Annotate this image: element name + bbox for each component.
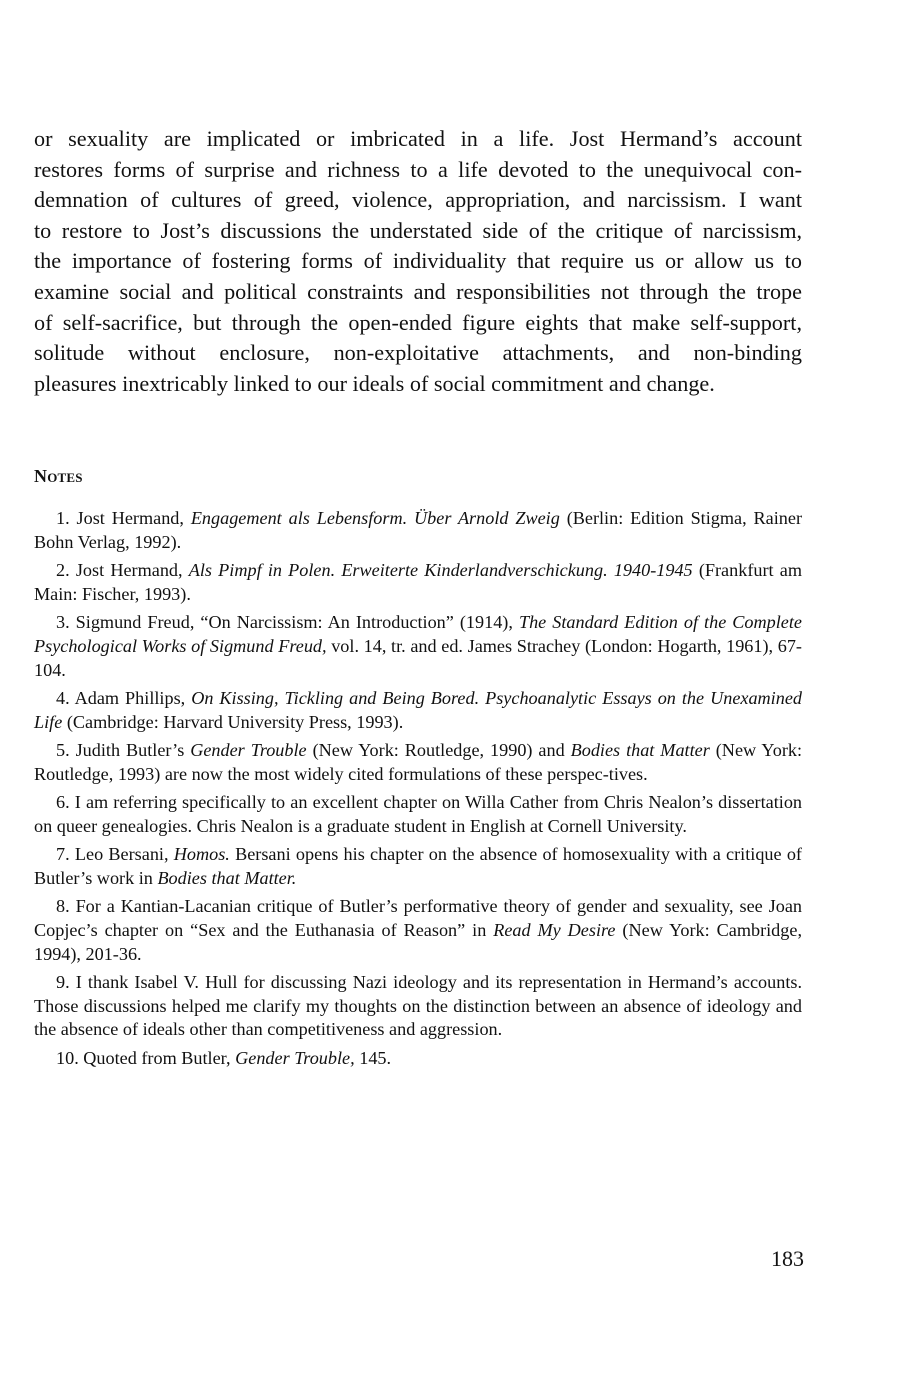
note-item [34,687,802,735]
note-text: Leo Bersani, [74,844,174,865]
note-text: (Berlin: Edition Stigma, Rainer Bohn Verlag, 1992). [34,508,803,553]
note-text: Jost Hermand, [75,560,189,581]
note-text: (Cambridge: Harvard University Press, 1993). [62,711,404,732]
body-line: demnation of cultures of greed, violence, appropriation, and narcissism. I want [34,187,802,213]
note-number: 8. [56,896,70,917]
body-line: solitude without enclosure, non-exploitative attachments, and non-binding [34,340,802,366]
note-title: The Standard Edition of the Complete Psychological Works of Sigmund Freud, [34,612,803,657]
note-text: (Frankfurt am Main: Fischer, 1993). [34,560,802,605]
note-number: 5. [56,740,70,761]
note-text: Adam Phillips, [74,688,192,709]
note-number: 6. [56,792,70,813]
note-number: 7. [56,844,70,865]
note-title: Engagement als Lebensform. Über Arnold Zweig [190,508,560,529]
body-line: examine social and political constraints and responsibilities not through the trope [34,278,802,304]
page-content [34,124,802,1075]
note-text: (New York: Routledge, 1990) and [306,740,571,761]
note-title: Bodies that Matter. [157,867,297,888]
note-number: 2. [56,560,70,581]
note-number: 3. [56,612,70,633]
note-item [34,971,802,1042]
note-item [34,559,802,607]
body-line: to restore to Jost’s discussions the understated side of the critique of narcissism, [34,217,802,243]
note-item [34,895,802,966]
body-line: or sexuality are implicated or imbricated in a life. Jost Hermand’s account [34,126,802,151]
body-line: the importance of fostering forms of individuality that require us or allow us to [34,248,802,274]
page-number: 183 [771,1246,804,1271]
note-number: 10. [56,1047,79,1068]
note-title: Bodies that Matter [570,740,710,761]
note-item [34,611,802,682]
note-text: Quoted from Butler, [83,1047,236,1068]
note-title: On Kissing, Tickling and Being Bored. Psychoanalytic Essays on the Unexamined Life [34,688,802,732]
body-line: pleasures inextricably linked to our ideals of social commitment and change. [34,370,715,396]
note-text: I thank Isabel V. Hull for discussing Nazi ideology and its representation in Hermand’s accounts. Those discussions helped me clarify my thoughts on the distinction between an absence of ideology and the absence of ideals other than competitiveness and aggression. [34,971,802,1040]
note-text: Bersani opens his chapter on the absence of homosexuality with a critique of Butler’s work in [34,844,802,888]
note-title: Gender Trouble, [235,1047,355,1068]
note-item [34,739,802,787]
note-text: Judith Butler’s [75,740,191,761]
note-text: (New York: Routledge, 1993) are now the most widely cited formulations of these perspec-tives. [34,740,803,784]
note-item [34,843,802,891]
notes-list [34,507,802,1070]
note-number: 4. [56,688,70,709]
note-text: vol. 14, tr. and ed. James Strachey (London: Hogarth, 1961), 67-104. [34,636,802,680]
note-text: I am referring specifically to an excellent chapter on Willa Cather from Chris Nealon’s dissertation on queer genealogies. Chris Nealon is a graduate student in English at Cornell University. [34,792,803,836]
note-item [34,791,802,839]
note-title: Read My Desire [493,919,616,940]
note-item [34,507,802,555]
note-text: Sigmund Freud, “On Narcissism: An Introduction” (1914), [75,612,519,633]
body-line: of self-sacrifice, but through the open-ended figure eights that make self-support, [34,309,802,335]
note-number: 9. [56,971,70,992]
body-paragraph [34,124,802,399]
note-title: Als Pimpf in Polen. Erweiterte Kinderlandverschickung. 1940-1945 [188,560,693,581]
notes-heading: Notes [34,466,83,487]
note-title: Gender Trouble [190,740,307,761]
note-number: 1. [56,508,70,529]
body-line: restores forms of surprise and richness to a life devoted to the unequivocal con- [34,156,802,182]
note-text: (New York: Cambridge, 1994), 201-36. [34,919,802,964]
note-item [34,1047,802,1071]
note-title: Homos. [173,844,230,865]
note-text: Jost Hermand, [76,508,191,529]
note-text: 145. [354,1047,392,1068]
note-text: For a Kantian-Lacanian critique of Butler’s performative theory of gender and sexuality, see Joan Copjec’s chapter on “Sex and the Euthanasia of Reason” in [34,896,802,940]
